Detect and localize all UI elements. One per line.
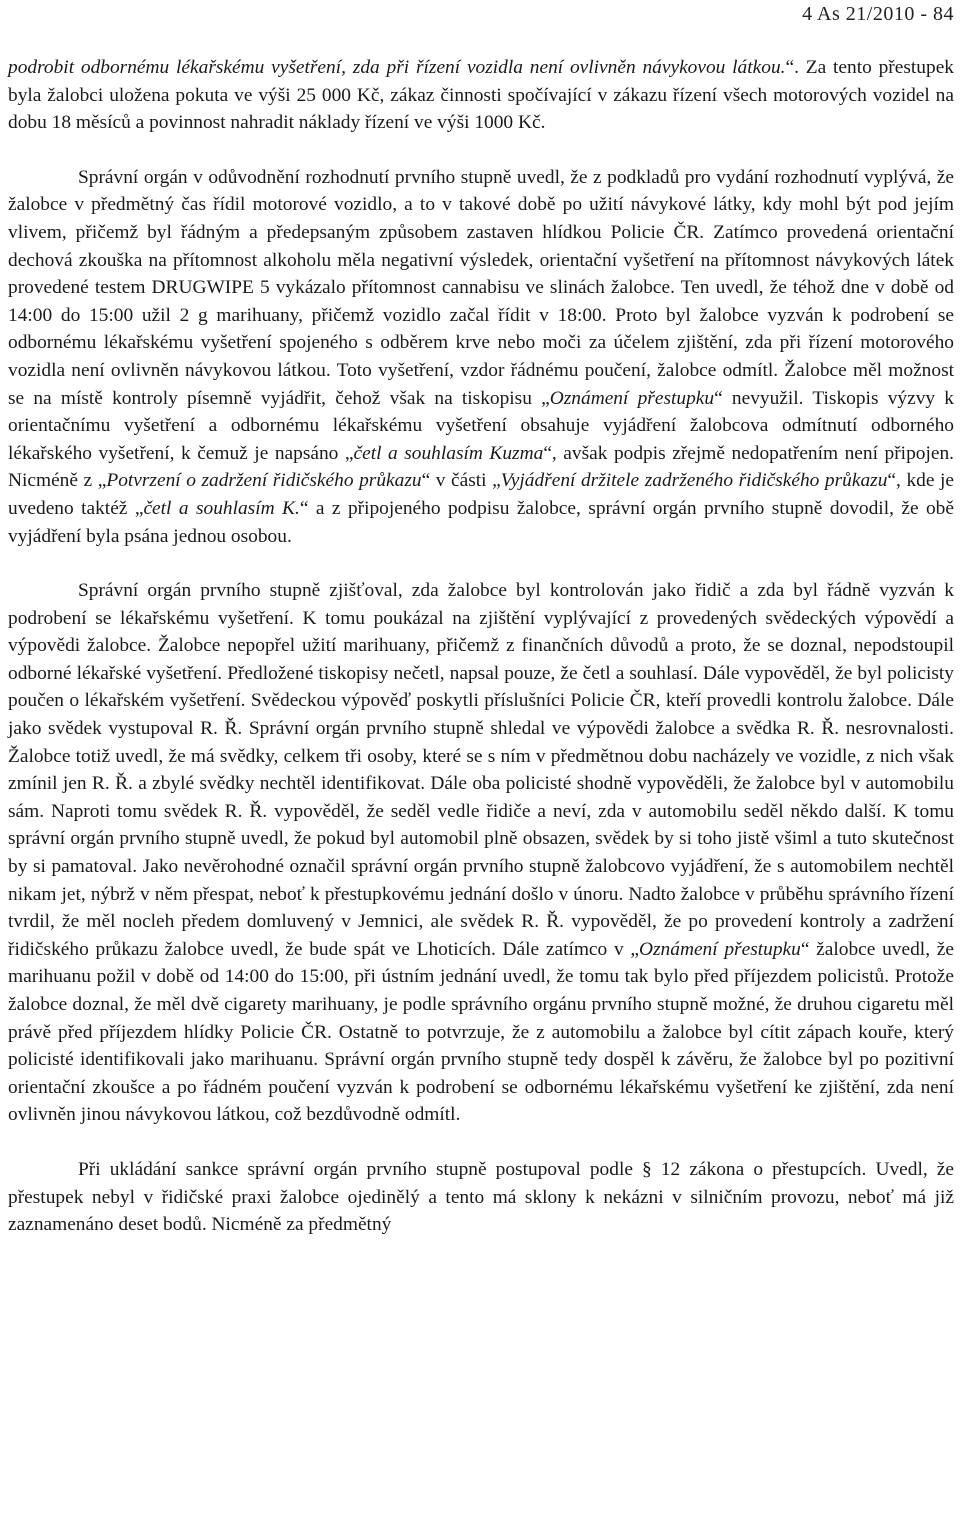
paragraph-gap [8, 137, 954, 164]
paragraph-sanction [8, 1156, 954, 1239]
text-run: “ v části „ [421, 470, 501, 492]
paragraph-continuation [8, 54, 954, 137]
italic-quote: četl a souhlasím K. [143, 497, 300, 519]
text-run: “ žalobce uvedl, že marihuanu požil v době od 14:00 do 15:00, při ústním jednání uvedl, že tomu tak bylo před příjezdem policistů. Protože žalobce doznal, že měl dvě cigarety marihuany, je podle správního orgánu prvního stupně možné, že druhou cigaretu měl právě před příjezdem hlídky Policie ČR. Ostatně to potvrzuje, že z automobilu a žalobce byl cítit zápach kouře, který policisté identifikovali jako marihuanu. Správní orgán prvního stupně tedy dospěl k závěru, že žalobce byl po pozitivní orientační zkoušce a po řádném poučení vyzván k podrobení se odbornému lékařskému vyšetření ke zjištění, zda není ovlivněn jinou návykovou látkou, což bezdůvodně odmítl. [8, 938, 954, 1126]
paragraph-gap [8, 1129, 954, 1156]
case-reference-header: 4 As 21/2010 - 84 [802, 3, 954, 25]
text-run: Při ukládání sankce správní orgán prvního stupně postupoval podle § 12 zákona o přestupcích. Uvedl, že přestupek nebyl v řidičské praxi žalobce ojedinělý a tento má sklony k nekázni v silničním provozu, neboť má již zaznamenáno deset bodů. Nicméně za předmětný [8, 1158, 954, 1236]
italic-quote: Potvrzení o zadržení řidičského průkazu [106, 470, 422, 492]
italic-quote: podrobit odbornému lékařskému vyšetření, zda při řízení vozidla není ovlivněn návykovou látkou. [8, 57, 786, 78]
text-run: Správní orgán v odůvodnění rozhodnutí prvního stupně uvedl, že z podkladů pro vydání rozhodnutí vyplývá, že žalobce v předmětný čas řídil motorové vozidlo, a to v takové době po užití návykové látky, kdy mohl být pod jejím vlivem, přičemž byl řádným a předepsaným způsobem zastaven hlídkou Policie ČR. Zatímco provedená orientační dechová zkouška na přítomnost alkoholu měla negativní výsledek, orientační vyšetření na přítomnost návykových látek provedené testem DRUGWIPE 5 vykázalo přítomnost cannabisu ve slinách žalobce. Ten uvedl, že téhož dne v době od 14:00 do 15:00 užil 2 g marihuany, přičemž vozidlo začal řídit v 18:00. Proto byl žalobce vyzván k podrobení se odbornému lékařskému vyšetření spojeného s odběrem krve nebo moči za účelem zjištění, zda při řízení motorového vozidla není ovlivněn návykovou látkou. Toto vyšetření, vzdor řádnému poučení, žalobce odmítl. Žalobce měl možnost se na místě kontroly písemně vyjádřit, čehož však na tiskopisu „ [8, 166, 954, 409]
text-run: “, avšak podpis zřejmě nedopatřením není připojen. Nicméně z „ [8, 442, 954, 492]
text-run: “, kde je uvedeno taktéž „ [8, 470, 954, 519]
paragraph-reasoning [8, 164, 954, 550]
document-page [8, 0, 954, 1239]
text-run: Správní orgán prvního stupně zjišťoval, zda žalobce byl kontrolován jako řidič a zda byl řádně vyzván k podrobení se lékařskému vyšetření. K tomu poukázal na zjištění vyplývající z provedených svědeckých výpovědí a výpovědi žalobce. Žalobce nepopřel užití marihuany, přičemž z finančních důvodů a proto, že se doznal, nepodstoupil odborné lékařské vyšetření. Předložené tiskopisy nečetl, napsal pouze, že četl a souhlasí. Dále vypověděl, že byl policisty poučen o lékařském vyšetření. Svědeckou výpověď poskytli příslušníci Policie ČR, kteří provedli kontrolu žalobce. Dále jako svědek vystupoval R. Ř. Správní orgán prvního stupně shledal ve výpovědi žalobce a svědka R. Ř. nesrovnalosti. Žalobce totiž uvedl, že má svědky, celkem tři osoby, které se s ním v předmětnou dobu nacházely ve vozidle, z nich však zmínil jen R. Ř. a zbylé svědky nechtěl identifikovat. Dále oba policisté shodně vypověděli, že žalobce byl v automobilu sám. Naproti tomu svědek R. Ř. vypověděl, že seděl vedle řidiče a neví, zda v automobilu seděl někdo další. K tomu správní orgán prvního stupně uvedl, že pokud byl automobil plně obsazen, svědek by si toho jistě všiml a tuto skutečnost by si pamatoval. Jako nevěrohodné označil správní orgán prvního stupně žalobcovo vyjádření, že s automobilem nechtěl nikam jet, nýbrž v něm přespat, neboť k přestupkovému jednání došlo v únoru. Nadto žalobce v průběhu správního řízení tvrdil, že měl nocleh předem domluvený v Jemnici, ale svědek R. Ř. vypověděl, že po provedení kontroly a zadržení řidičského průkazu žalobce uvedl, že bude spát ve Lhoticích. Dále zatímco v „ [8, 580, 954, 960]
paragraph-findings [8, 577, 954, 1129]
document-body [8, 54, 954, 1239]
text-run: “. Za tento přestupek byla žalobci uložena pokuta ve výši 25 000 Kč, zákaz činnosti spočívající v zákazu řízení všech motorových vozidel na dobu 18 měsíců a povinnost nahradit náklady řízení ve výši 1000 Kč. [8, 57, 954, 134]
paragraph-gap [8, 550, 954, 577]
italic-quote: Vyjádření držitele zadrženého řidičského průkazu [500, 470, 888, 492]
text-run: “ a z připojeného podpisu žalobce, správní orgán prvního stupně dovodil, že obě vyjádření byla psána jednou osobou. [8, 497, 954, 547]
italic-quote: Oznámení přestupku [639, 938, 801, 960]
text-run: “ nevyužil. Tiskopis výzvy k orientačnímu vyšetření a odbornému lékařskému vyšetření obsahuje vyjádření žalobcova odmítnutí odborného lékařského vyšetření, k čemuž je napsáno „ [8, 387, 954, 464]
italic-quote: Oznámení přestupku [549, 387, 715, 409]
italic-quote: četl a souhlasím Kuzma [353, 442, 544, 464]
